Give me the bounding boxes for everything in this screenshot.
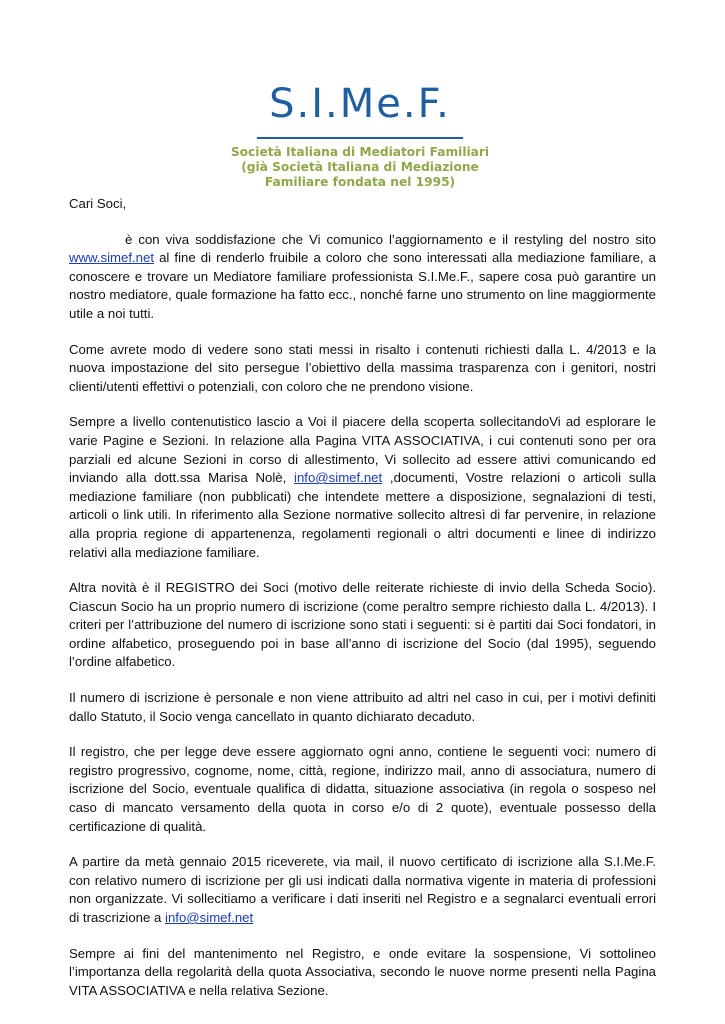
logo-subtitle-line: Società Italiana di Mediatori Familiari — [230, 145, 490, 159]
paragraph-restyling — [69, 231, 656, 324]
website-link[interactable]: www.simef.net — [69, 250, 155, 266]
paragraph-text: è con viva soddisfazione che Vi comunico l’aggiornamento e il restyling del nostro sito — [125, 231, 656, 247]
paragraph-registro: Altra novità è il REGISTRO dei Soci (motivo delle reiterate richieste di invio della Scheda Socio). Ciascun Socio ha un proprio numero di iscrizione (come peraltro sempre richiesto dalla L. 4/2013). I criteri per l’attribuzione del numero di iscrizione sono stati i seguenti: si è partiti dai Soci fondatori, in ordine alfabetico, proseguendo poi in base all’anno di iscrizione del Socio (dal 1995), seguendo l’ordine alfabetico. — [69, 580, 656, 670]
paragraph-quota: Sempre ai fini del mantenimento nel Registro, e onde evitare la sospensione, Vi sottolineo l’importanza della regolarità della quota Associativa, secondo le nuove norme presenti nella Pagina VITA ASSOCIATIVA e nella relativa Sezione. — [69, 945, 656, 998]
paragraph-certificato — [69, 853, 656, 927]
paragraph-contents: Come avrete modo di vedere sono stati messi in risalto i contenuti richiesti dalla L. 4/2013 e la nuova impostazione del sito persegue l’obiettivo della massima trasparenza con i genitori, nostri clienti/utenti effettivi o potenziali, con coloro che ne prendono visione. — [69, 341, 656, 394]
logo-subtitle-line: Familiare fondata nel 1995) — [264, 175, 456, 189]
letter-body — [69, 195, 656, 1000]
logo-divider — [257, 137, 463, 139]
paragraph-vita-associativa — [69, 413, 656, 562]
email-link[interactable]: info@simef.net — [294, 470, 383, 486]
paragraph-text: al fine di renderlo fruibile a coloro che sono interessati alla mediazione familiare, a conoscere e trovare un Mediatore familiare professionista S.I.Me.F., sapere cosa può garantire un nostro mediatore, quale formazione ha fatto ecc., nonché farne uno strumento on line maggiormente utile a noi tutti. — [69, 250, 656, 321]
email-link[interactable]: info@simef.net — [165, 910, 254, 925]
salutation: Cari Soci, — [69, 196, 127, 211]
paragraph-voci-registro: Il registro, che per legge deve essere aggiornato ogni anno, contiene le seguenti voci: numero di registro progressivo, cognome, nome, città, regione, indirizzo mail, anno di associatura, numero di iscrizione del Socio, eventuale qualifica di didatta, situazione associativa (in regola o sospeso nel caso di mancato versamento della quota in corso e/o di 2 quote), eventuale possesso della certificazione di qualità. — [69, 744, 656, 834]
paragraph-text: ,documenti, Vostre relazioni o articoli sulla mediazione familiare (non pubblicati) che intendete mettere a disposizione, segnalazioni di testi, articoli o link utili. In riferimento alla Sezione normative sollecito altresì di far pervenire, in relazione alla propria regione di appartenenza, regolamenti regionali o altri documenti e linee di indirizzo relativi alla mediazione familiare. — [69, 470, 656, 560]
simef-logo — [230, 78, 490, 188]
logo-subtitle — [230, 145, 490, 190]
logo-subtitle-line: (già Società Italiana di Mediazione — [241, 160, 479, 174]
paragraph-numero-iscrizione: Il numero di iscrizione è personale e non viene attribuito ad altri nel caso in cui, per i motivi definiti dallo Statuto, il Socio venga cancellato in quanto dichiarato decaduto. — [69, 690, 656, 724]
paragraph-text: Sempre a livello contenutistico lascio a Voi il piacere della scoperta sollecitandoVi ad esplorare le varie Pagine e Sezioni. In relazione alla Pagina VITA ASSOCIATIVA, i cui contenuti sono per ora parziali ed alcune Sezioni in corso di allestimento, Vi sollecito ad essere attivi comunicando ed inviando alla dott.ssa Marisa Nolè, — [69, 414, 656, 486]
paragraph-text: A partire da metà gennaio 2015 riceverete, via mail, il nuovo certificato di iscrizione alla S.I.Me.F. con relativo numero di iscrizione per gli usi indicati dalla normativa vigente in materia di professioni non organizzate. Vi sollecitiamo a verificare i dati inseriti nel Registro e a segnalarci eventuali errori di trascrizione a — [69, 854, 656, 925]
logo-title: S.I.Me.F. — [269, 81, 451, 127]
